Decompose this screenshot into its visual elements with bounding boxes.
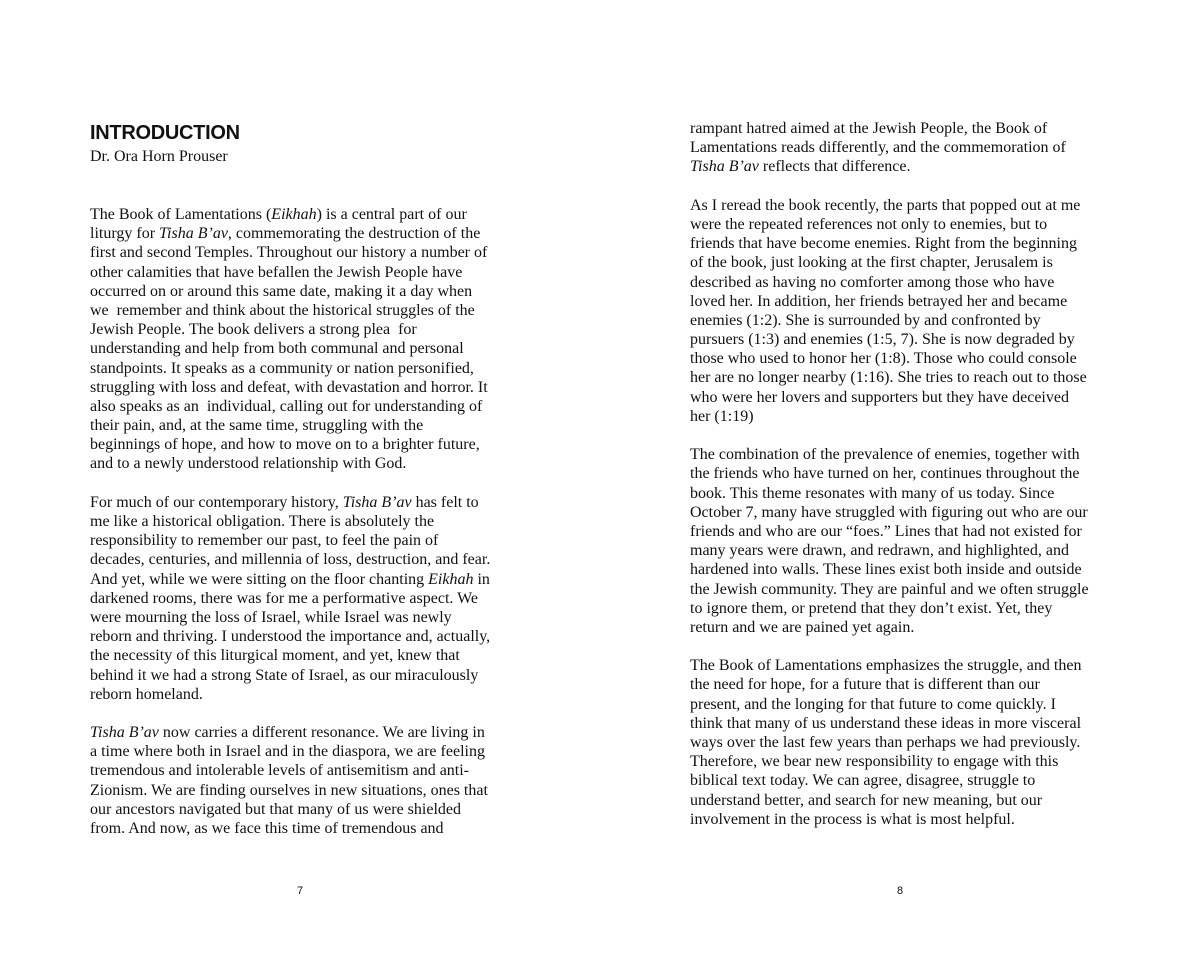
text-segment: her are no longer nearby (1:16). She tries to reach out to those (690, 369, 1087, 387)
text-line (90, 263, 490, 282)
text-segment: return and we are pained yet again. (690, 618, 915, 636)
text-segment: tremendous and intolerable levels of antisemitism and anti- (90, 762, 470, 780)
text-line (90, 666, 490, 685)
text-line (90, 301, 490, 320)
text-line (90, 224, 490, 243)
text-segment: reborn and thriving. I understood the importance and, actually, (90, 628, 491, 646)
text-line (690, 618, 1089, 637)
text-segment: me like a historical obligation. There is absolutely the (90, 513, 435, 530)
text-line (690, 791, 1089, 810)
text-line (690, 138, 1089, 157)
text-line (90, 493, 490, 512)
paragraph (690, 445, 1089, 637)
text-line (690, 599, 1089, 618)
text-segment: has felt to (411, 493, 479, 511)
text-segment: the need for hope, for a future that is different than our (690, 676, 1040, 694)
text-segment: present, and the longing for that future to come quickly. I (690, 695, 1056, 713)
text-line (90, 819, 490, 838)
text-segment: For much of our contemporary history, (90, 493, 343, 511)
text-segment: her (1:19) (690, 407, 754, 425)
text-line (90, 512, 490, 531)
text-segment: to ignore them, or pretend that they don’t exist. Yet, they (690, 599, 1053, 617)
text-line (90, 282, 490, 301)
text-line (690, 368, 1089, 387)
text-line (690, 330, 1089, 349)
page-right (600, 0, 1200, 960)
text-segment: Lamentations reads differently, and the commemoration of (690, 139, 1066, 157)
text-segment: The combination of the prevalence of enemies, together with (690, 446, 1080, 464)
text-segment: a time where both in Israel and in the diaspora, we are feeling (90, 743, 485, 761)
text-segment: The Book of Lamentations emphasizes the struggle, and then (690, 657, 1082, 675)
text-segment: darkened rooms, there was for me a performative aspect. We (90, 589, 479, 607)
text-line (690, 522, 1089, 541)
text-line (690, 771, 1089, 790)
text-line (90, 531, 490, 550)
text-line (90, 435, 490, 454)
text-line (90, 550, 490, 569)
text-line (90, 416, 490, 435)
text-segment: of the book, just looking at the first chapter, Jerusalem is (690, 254, 1053, 272)
text-segment: described as having no comforter among those who have (690, 273, 1055, 291)
text-line (90, 627, 490, 646)
text-line (690, 560, 1089, 579)
text-line (690, 484, 1089, 503)
italic-text: Eikhah (271, 206, 317, 223)
text-line (90, 359, 490, 378)
text-line (690, 273, 1089, 292)
text-line (690, 157, 1089, 176)
text-segment: first and second Temples. Throughout our history a number of (90, 244, 488, 262)
text-line (90, 781, 490, 800)
text-segment: struggling with loss and defeat, with devastation and horror. It (90, 378, 488, 396)
text-segment: our ancestors navigated but that many of us were shielded (90, 800, 461, 818)
paragraph (90, 723, 490, 838)
paragraph (90, 205, 490, 474)
text-line (90, 723, 490, 742)
text-line (90, 320, 490, 339)
text-line (90, 454, 490, 473)
text-segment: The Book of Lamentations ( (90, 206, 272, 223)
text-line (690, 714, 1089, 733)
text-line (90, 800, 490, 819)
text-segment: standpoints. It speaks as a community or nation personified, (90, 359, 474, 377)
text-line (690, 464, 1089, 483)
text-segment: friends and who are our “foes.” Lines that had not existed for (690, 522, 1082, 540)
paragraph (690, 196, 1089, 426)
text-segment: Therefore, we bear new responsibility to engage with this (690, 753, 1059, 771)
text-line (690, 752, 1089, 771)
text-segment: responsibility to remember our past, to feel the pain of (90, 532, 439, 550)
text-line (690, 234, 1089, 253)
text-line (690, 810, 1089, 829)
text-segment: now carries a different resonance. We are living in (158, 724, 485, 742)
text-segment: also speaks as an individual, calling out for understanding of (90, 397, 483, 415)
text-segment: loved her. In addition, her friends betrayed her and became (690, 292, 1068, 310)
text-line (690, 292, 1089, 311)
text-segment: were the repeated references not only to enemies, but to (690, 215, 1048, 233)
text-segment: book. This theme resonates with many of us today. Since (690, 484, 1055, 502)
text-segment: understanding and help from both communal and personal (90, 340, 464, 358)
text-segment: ) is a central part of our (316, 206, 467, 223)
text-segment: were mourning the loss of Israel, while Israel was newly (90, 608, 452, 626)
body-text (90, 205, 490, 838)
text-line (690, 196, 1089, 215)
text-line (90, 742, 490, 761)
text-line (690, 580, 1089, 599)
text-line (90, 685, 490, 704)
text-line (690, 311, 1089, 330)
section-heading: INTRODUCTION (90, 122, 240, 144)
page-number: 8 (896, 885, 904, 897)
text-segment: As I reread the book recently, the parts that popped out at me (690, 196, 1081, 214)
text-segment: from. And now, as we face this time of tremendous and (90, 820, 444, 837)
text-segment: many years were drawn, and redrawn, and highlighted, and (690, 542, 1069, 560)
text-segment: rampant hatred aimed at the Jewish People, the Book of (690, 120, 1048, 137)
text-segment: liturgy for (90, 225, 160, 243)
text-line (690, 253, 1089, 272)
text-segment: in (473, 570, 490, 588)
italic-text: Eikhah (428, 570, 474, 588)
text-segment: pursuers (1:3) and enemies (1:5, 7). She is now degraded by (690, 331, 1075, 349)
text-segment: the necessity of this liturgical moment, and yet, knew that (90, 647, 460, 665)
text-segment: we remember and think about the historical struggles of the (90, 301, 475, 319)
text-segment: behind it we had a strong State of Israel, as our miraculously (90, 666, 479, 684)
text-segment: decades, centuries, and millennia of loss, destruction, and fear. (90, 551, 491, 569)
text-segment: reflects that difference. (758, 158, 911, 176)
text-segment: occurred on or around this same date, making it a day when (90, 282, 473, 300)
text-segment: October 7, many have struggled with figuring out who are our (690, 503, 1088, 521)
text-segment: Zionism. We are finding ourselves in new situations, ones that (90, 781, 488, 799)
text-line (690, 119, 1089, 138)
text-segment: their pain, and, at the same time, struggling with the (90, 417, 424, 435)
text-line (90, 589, 490, 608)
text-line (690, 445, 1089, 464)
italic-text: Tisha B’av (342, 493, 412, 511)
italic-text: Tisha B’av (159, 225, 228, 243)
text-line (90, 608, 490, 627)
text-line (90, 761, 490, 780)
text-line (690, 503, 1089, 522)
text-segment: involvement in the process is what is most helpful. (690, 810, 1015, 828)
text-line (90, 397, 490, 416)
text-segment: beginnings of hope, and how to move on to a brighter future, (90, 436, 480, 454)
body-text (690, 119, 1089, 829)
text-segment: reborn homeland. (90, 685, 203, 703)
text-line (90, 570, 490, 589)
text-segment: and to a newly understood relationship with God. (90, 455, 407, 473)
text-segment: think that many of us understand these ideas in more visceral (690, 714, 1082, 732)
text-segment: Jewish People. The book delivers a strong plea for (90, 321, 417, 339)
italic-text: Tisha B’av (690, 158, 759, 176)
text-segment: the Jewish community. They are painful and we often struggle (690, 580, 1089, 598)
text-line (690, 733, 1089, 752)
text-line (690, 349, 1089, 368)
page-number: 7 (296, 885, 304, 897)
text-segment: friends that have become enemies. Right from the beginning (690, 235, 1077, 253)
text-line (690, 656, 1089, 675)
text-line (690, 695, 1089, 714)
text-line (90, 205, 490, 224)
author-name: Dr. Ora Horn Prouser (90, 148, 228, 165)
text-segment: those who used to honor her (1:8). Those who could console (690, 350, 1077, 368)
paragraph (690, 119, 1089, 177)
text-segment: biblical text today. We can agree, disagree, struggle to (690, 772, 1036, 790)
text-line (90, 646, 490, 665)
text-segment: , commemorating the destruction of the (227, 225, 481, 243)
text-line (90, 243, 490, 262)
text-line (90, 339, 490, 358)
text-line (690, 388, 1089, 407)
text-line (690, 541, 1089, 560)
text-segment: understand better, and search for new meaning, but our (690, 791, 1043, 809)
text-segment: And yet, while we were sitting on the floor chanting (90, 570, 429, 588)
text-segment: hardened into walls. These lines exist both inside and outside (690, 561, 1082, 579)
text-segment: ways over the last few years than perhaps we had previously. (690, 734, 1081, 751)
italic-text: Tisha B’av (90, 724, 159, 742)
text-line (690, 407, 1089, 426)
text-line (690, 215, 1089, 234)
text-segment: who were her lovers and supporters but they have deceived (690, 388, 1069, 406)
text-line (90, 378, 490, 397)
text-segment: other calamities that have befallen the Jewish People have (90, 263, 463, 281)
text-segment: enemies (1:2). She is surrounded by and confronted by (690, 311, 1041, 329)
text-segment: the friends who have turned on her, continues throughout the (690, 465, 1080, 483)
paragraph (690, 656, 1089, 829)
text-line (690, 675, 1089, 694)
paragraph (90, 493, 490, 704)
